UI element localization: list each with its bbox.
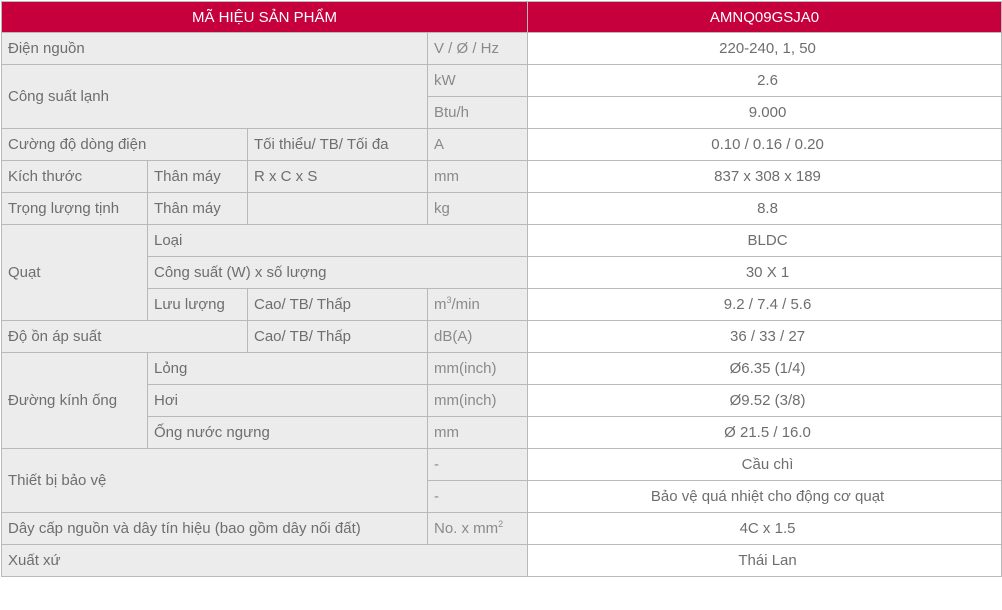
fan-flow-label: Lưu lượng <box>148 289 248 321</box>
protection-value-1: Cầu chì <box>528 449 1002 481</box>
net-weight-label: Trọng lượng tịnh <box>2 193 148 225</box>
dimensions-part: Thân máy <box>148 161 248 193</box>
pipe-gas-unit: mm(inch) <box>428 385 528 417</box>
net-weight-value: 8.8 <box>528 193 1002 225</box>
pipe-gas-label: Hơi <box>148 385 428 417</box>
noise-sub-label: Cao/ TB/ Thấp <box>248 321 428 353</box>
pipe-drain-value: Ø 21.5 / 16.0 <box>528 417 1002 449</box>
row-cable <box>2 513 1002 545</box>
header-model-label: MÃ HIỆU SẢN PHẨM <box>2 2 528 33</box>
noise-label: Độ ồn áp suất <box>2 321 248 353</box>
net-weight-unit: kg <box>428 193 528 225</box>
dimensions-label: Kích thước <box>2 161 148 193</box>
row-pipe-drain <box>2 417 1002 449</box>
noise-value: 36 / 33 / 27 <box>528 321 1002 353</box>
row-pipe-liquid <box>2 353 1002 385</box>
current-label: Cường độ dòng điện <box>2 129 248 161</box>
pipe-drain-label: Ống nước ngưng <box>148 417 428 449</box>
noise-unit: dB(A) <box>428 321 528 353</box>
cable-label: Dây cấp nguồn và dây tín hiệu (bao gồm dây nối đất) <box>2 513 428 545</box>
fan-type-value: BLDC <box>528 225 1002 257</box>
fan-label: Quạt <box>2 225 148 321</box>
cable-unit: No. x $mm^2$ <box>428 513 528 545</box>
origin-label: Xuất xứ <box>2 545 528 577</box>
net-weight-empty <box>248 193 428 225</box>
cooling-kw-value: 2.6 <box>528 65 1002 97</box>
power-supply-label: Điện nguồn <box>2 33 428 65</box>
header-row <box>2 2 1002 33</box>
row-power-supply <box>2 33 1002 65</box>
power-supply-unit: V / Ø / Hz <box>428 33 528 65</box>
row-fan-type <box>2 225 1002 257</box>
row-current <box>2 129 1002 161</box>
protection-label: Thiết bị bảo vệ <box>2 449 428 513</box>
origin-value: Thái Lan <box>528 545 1002 577</box>
current-value: 0.10 / 0.16 / 0.20 <box>528 129 1002 161</box>
pipe-liquid-value: Ø6.35 (1/4) <box>528 353 1002 385</box>
protection-unit-1: - <box>428 449 528 481</box>
dimensions-unit: mm <box>428 161 528 193</box>
protection-unit-2: - <box>428 481 528 513</box>
fan-flow-sub-label: Cao/ TB/ Thấp <box>248 289 428 321</box>
current-sub-label: Tối thiểu/ TB/ Tối đa <box>248 129 428 161</box>
fan-type-label: Loại <box>148 225 528 257</box>
row-net-weight <box>2 193 1002 225</box>
row-fan-flow <box>2 289 1002 321</box>
cable-value: 4C x 1.5 <box>528 513 1002 545</box>
cooling-kw-unit: kW <box>428 65 528 97</box>
cooling-btu-unit: Btu/h <box>428 97 528 129</box>
fan-flow-unit: $m^3/\min$ <box>428 289 528 321</box>
header-model-value: AMNQ09GSJA0 <box>528 2 1002 33</box>
row-protection-1 <box>2 449 1002 481</box>
protection-value-2: Bảo vệ quá nhiệt cho động cơ quạt <box>528 481 1002 513</box>
power-supply-value: 220-240, 1, 50 <box>528 33 1002 65</box>
pipe-liquid-label: Lỏng <box>148 353 428 385</box>
pipe-liquid-unit: mm(inch) <box>428 353 528 385</box>
current-unit: A <box>428 129 528 161</box>
row-fan-power <box>2 257 1002 289</box>
dimensions-sub-label: R x C x S <box>248 161 428 193</box>
dimensions-value: 837 x 308 x 189 <box>528 161 1002 193</box>
cooling-btu-value: 9.000 <box>528 97 1002 129</box>
pipe-drain-unit: mm <box>428 417 528 449</box>
row-noise <box>2 321 1002 353</box>
pipe-gas-value: Ø9.52 (3/8) <box>528 385 1002 417</box>
row-origin <box>2 545 1002 577</box>
spec-table <box>1 1 1002 577</box>
fan-power-value: 30 X 1 <box>528 257 1002 289</box>
spec-table-container <box>1 1 1002 577</box>
row-dimensions <box>2 161 1002 193</box>
row-cooling-kw <box>2 65 1002 97</box>
row-pipe-gas <box>2 385 1002 417</box>
pipe-diameter-label: Đường kính ống <box>2 353 148 449</box>
cooling-capacity-label: Công suất lạnh <box>2 65 428 129</box>
net-weight-part: Thân máy <box>148 193 248 225</box>
fan-power-label: Công suất (W) x số lượng <box>148 257 528 289</box>
fan-flow-value: 9.2 / 7.4 / 5.6 <box>528 289 1002 321</box>
